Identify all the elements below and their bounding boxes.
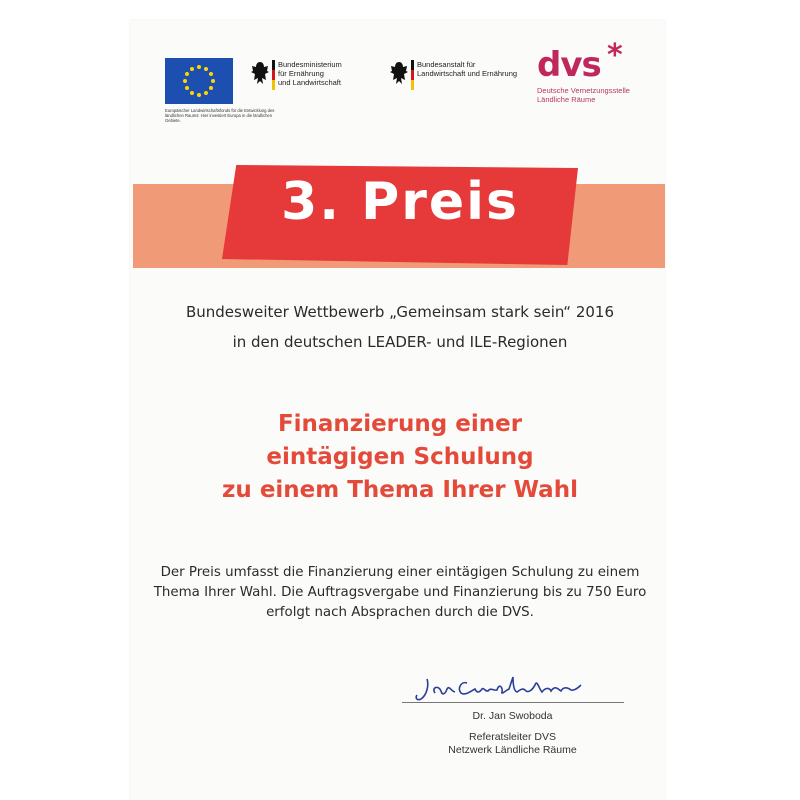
flag-stripe-black (411, 60, 414, 70)
federal-eagle-icon (249, 60, 271, 86)
prize-headline: Finanzierung einer eintägigen Schulung zu einem Thema Ihrer Wahl (222, 411, 578, 503)
flag-stripe-gold (411, 80, 414, 90)
ministry-name: Bundesministerium für Ernährung und Landwirtschaft (278, 60, 342, 87)
dvs-logo: dvs (537, 45, 601, 85)
flag-stripe-red (411, 70, 414, 80)
eu-stars-icon (165, 58, 233, 104)
handwritten-signature (405, 665, 605, 711)
dvs-subtitle: Deutsche Vernetzungsstelle Ländliche Räume (537, 86, 630, 104)
agency-name: Bundesanstalt für Landwirtschaft und Ernährung (417, 60, 518, 78)
signer-name: Dr. Jan Swoboda (472, 710, 553, 722)
competition-subtitle: in den deutschen LEADER- und ILE-Regionen (232, 333, 568, 351)
signer-role: Referatsleiter DVS (469, 731, 556, 743)
federal-eagle-icon (388, 60, 410, 86)
flag-stripe-gold (272, 80, 275, 90)
signer-organization: Netzwerk Ländliche Räume (448, 744, 577, 756)
prize-title: 3. Preis (281, 172, 519, 232)
flag-stripe-red (272, 70, 275, 80)
competition-title: Bundesweiter Wettbewerb „Gemeinsam stark sein“ 2016 (185, 303, 615, 321)
signature-line (402, 702, 624, 703)
prize-description: Der Preis umfasst die Finanzierung einer eintägigen Schulung zu einem Thema Ihrer Wahl. Die Auftragsvergabe und Finanzierung bis zu 750 Euro erfolgt nach Absprachen durch die DVS. (153, 565, 647, 620)
eu-flag-icon (165, 58, 233, 104)
flag-stripe-black (272, 60, 275, 70)
dvs-asterisk-icon: * (607, 38, 623, 73)
eu-caption: Europäischer Landwirtschaftsfonds für die Entwicklung des ländlichen Raums: Hier investiert Europa in die ländlichen Gebiete. (165, 108, 275, 123)
